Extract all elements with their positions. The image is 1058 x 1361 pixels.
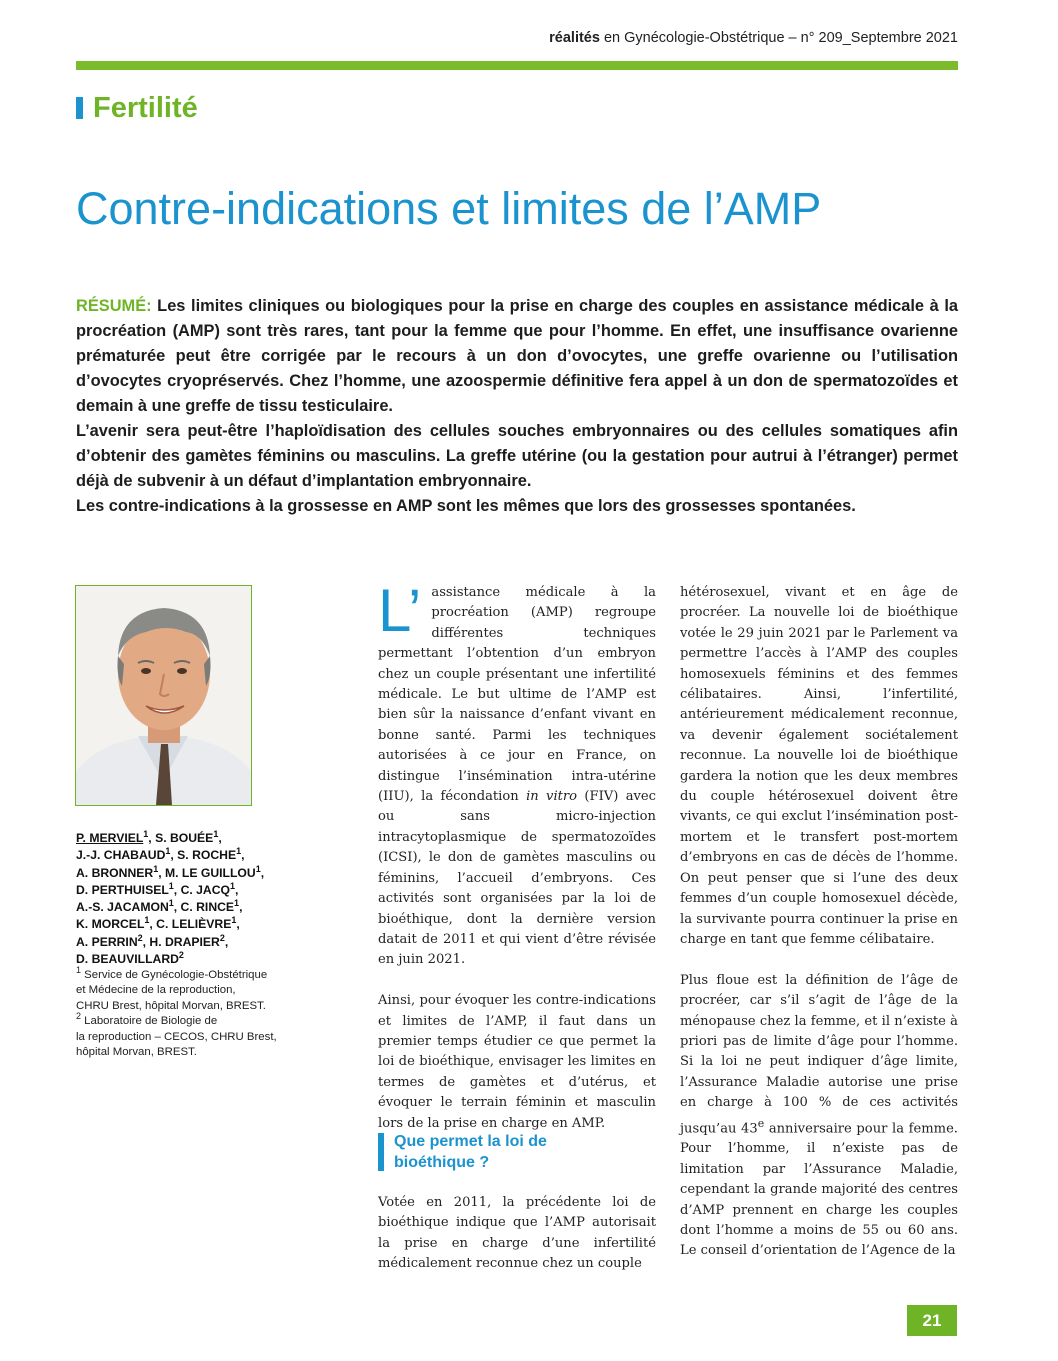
author-line: [76, 830, 316, 847]
affiliation-marker: 1: [168, 898, 174, 909]
affiliation-1-text: Service de Gynécologie-Obstétrique: [81, 969, 268, 981]
article-title: Contre-indications et limites de l’AMP: [76, 183, 822, 234]
affiliation-marker: 2: [219, 932, 225, 943]
page-number: 21: [907, 1305, 957, 1336]
affiliation-marker: 1: [153, 863, 159, 874]
author-list: [76, 830, 316, 968]
body-paragraph-intro: [378, 577, 656, 971]
author-name: J.-J. CHABAUD: [76, 848, 166, 863]
author-name: A. BRONNER: [76, 865, 154, 880]
age-text-b: anniversaire pour la femme. Pour l’homme, il n’existe pas de limitation par l’Assurance Maladie, cependant la grande majorité des centres d’AMP prennent en charge les couples dont l’homme a moins de 55 ou 60 ans. Le conseil d’orientation de l’Agence de la: [680, 1120, 958, 1259]
author-name: A. PERRIN: [76, 934, 138, 949]
portrait-image: [76, 586, 251, 805]
affiliation-marker: 1: [165, 846, 171, 857]
journal-name: réalités: [549, 30, 600, 46]
journal-header: [549, 30, 958, 46]
section-marker: [76, 97, 83, 119]
separator: ,: [224, 934, 229, 949]
affiliation-marker: 1: [230, 880, 236, 891]
abstract-paragraph-1: [76, 294, 958, 419]
author-line: [76, 899, 316, 916]
author-name: , C. JACQ: [173, 882, 231, 897]
abstract-paragraph-3: Les contre-indications à la grossesse en AMP sont les mêmes que lors des grossesses spontanées.: [76, 497, 856, 515]
affiliation-marker: 1: [255, 863, 261, 874]
affiliations: [76, 965, 306, 1060]
affiliation-marker: 1: [231, 915, 237, 926]
affiliation-marker: 1: [236, 846, 242, 857]
author-name: , H. DRAPIER: [142, 934, 220, 949]
separator: ,: [241, 848, 245, 863]
body-paragraph-3: Votée en 2011, la précédente loi de bioéthique indique que l’AMP autorisait la prise en charge d’une infertilité médicalement reconnue chez un couple: [378, 1195, 656, 1272]
body-column-2: [680, 583, 958, 1282]
author-line: [76, 882, 316, 899]
abstract: [76, 294, 958, 519]
author-name: K. MORCEL: [76, 917, 145, 932]
author-line: [76, 847, 316, 864]
abstract-paragraph-2: L’avenir sera peut-être l’haploïdisation des cellules souches embryonnaires ou des cellules somatiques afin d’obtenir des gamètes féminins ou masculins. La greffe utérine (ou la gestation pour autrui à l’étranger) permet déjà de subvenir à un défaut d’implantation embryonnaire.: [76, 422, 958, 490]
affiliation-1-line-1: [76, 965, 306, 983]
separator: ,: [236, 917, 240, 932]
author-line: [76, 934, 316, 951]
issue-info: en Gynécologie-Obstétrique – n° 209_Septembre 2021: [599, 30, 958, 46]
affiliation-1-marker: 1: [76, 965, 82, 976]
affiliation-marker: 1: [234, 898, 240, 909]
body-paragraph-5: [680, 971, 958, 1262]
affiliation-marker: 1: [144, 915, 150, 926]
affiliation-marker: 2: [178, 950, 184, 961]
header-rule: [76, 61, 958, 70]
author-name: , M. LE GUILLOU: [158, 865, 256, 880]
affiliation-1-line-3: CHRU Brest, hôpital Morvan, BREST.: [76, 999, 266, 1012]
author-portrait: [75, 585, 252, 806]
affiliation-2-marker: 2: [76, 1011, 82, 1022]
author-name: , C. LELIÈVRE: [149, 917, 232, 932]
intro-italic: in vitro: [526, 789, 578, 805]
subheading: [378, 1131, 564, 1173]
author-name: , S. BOUÉE: [148, 831, 214, 845]
separator: ,: [260, 865, 265, 880]
affiliation-2-line-3: hôpital Morvan, BREST.: [76, 1046, 197, 1059]
affiliation-1-line-2: et Médecine de la reproduction,: [76, 984, 236, 997]
ordinal-sup: e: [757, 1116, 765, 1130]
section-tag: [76, 92, 198, 124]
affiliation-marker: 1: [143, 828, 149, 839]
body-column-1-continued: [378, 1193, 656, 1295]
affiliation-2-line-1: [76, 1011, 306, 1029]
drop-cap: L’: [378, 577, 422, 644]
body-column-1: [378, 577, 656, 1154]
author-name: , S. ROCHE: [170, 848, 237, 863]
abstract-keyword: RÉSUMÉ:: [76, 297, 152, 315]
body-paragraph-4: hétérosexuel, vivant et en âge de procréer. La nouvelle loi de bioéthique votée le 29 juin 2021 par le Parlement va permettre l’accès à l’AMP des couples homosexuels féminins et des femmes célibataires. Ainsi, l’infertilité, antérieurement médicalement reconnue, va devenir également sociétalement reconnue. La nouvelle loi de bioéthique gardera la notion que les deux membres du couple hétérosexuel doivent être vivants, ce qui exclut l’insémination post-mortem et le transfert post-mortem d’embryons en cas de décès de l’homme. On peut penser que si l’une des deux femmes d’un couple homosexuel décède, la survivante pourra continuer la prise en charge en tant que femme célibataire.: [680, 585, 958, 947]
separator: ,: [235, 882, 239, 897]
affiliation-2-line-2: la reproduction – CECOS, CHRU Brest,: [76, 1030, 277, 1043]
affiliation-marker: 1: [168, 880, 174, 891]
author-name: P. MERVIEL: [76, 831, 144, 845]
author-name: D. PERTHUISEL: [76, 882, 169, 897]
affiliation-marker: 2: [137, 932, 143, 943]
subheading-text: Que permet la loi de bioéthique ?: [394, 1133, 547, 1171]
age-text-a: Plus floue est la définition de l’âge de procréer, car s’il s’agit de l’âge de la ménopause chez la femme, et il n’existe à priori pas de limite d’âge pour l’homme. Si la loi ne peut indiquer d’âge limite, l’Assurance Maladie autorise une prise en charge à 100 % de ces activités jusqu’au 43: [680, 972, 958, 1136]
body-paragraph-2: Ainsi, pour évoquer les contre-indications et limites de l’AMP, il faut dans un premier temps étudier ce que permet la loi de bioéthique, envisager les limites en termes de gamètes et d’utérus, et évoquer le terrain féminin et masculin lors de la prise en charge en AMP.: [378, 993, 656, 1131]
author-line: [76, 865, 316, 882]
intro-text-b: (FIV) avec ou sans micro-injection intracytoplasmique de spermatozoïdes (ICSI), le don de gamètes masculins ou féminins, l’accueil d’embryons. Ces activités sont organisées par la loi de bioéthique, dont la dernière version datait de 2011 et qui vient d’être révisée en juin 2021.: [378, 789, 656, 968]
author-name: D. BEAUVILLARD: [76, 952, 179, 967]
author-line: [76, 916, 316, 933]
section-label: Fertilité: [93, 91, 198, 124]
separator: ,: [239, 900, 243, 915]
intro-text-a: assistance médicale à la procréation (AMP) regroupe différentes techniques permettant l’obtention d’un embryon chez un couple présentant une infertilité médicale. Le but ultime de l’AMP est bien sûr la naissance d’enfant vivant en bonne santé. Parmi les techniques autorisées à ce jour en France, on distingue l’insémination intra-utérine (IIU), la fécondation: [378, 585, 656, 805]
separator: ,: [218, 831, 222, 845]
affiliation-2-text: Laboratoire de Biologie de: [81, 1015, 218, 1028]
abstract-text-1: Les limites cliniques ou biologiques pour la prise en charge des couples en assistance médicale à la procréation (AMP) sont très rares, tant pour la femme que pour l’homme. En effet, une insuffisance ovarienne prématurée peut être corrigée par le recours à un don d’ovocytes, une greffe ovarienne ou l’utilisation d’ovocytes cryopréservés. Chez l’homme, une azoospermie définitive fera appel à un don de spermatozoïdes et demain à une greffe de tissu testiculaire.: [76, 297, 958, 415]
author-name: A.-S. JACAMON: [76, 900, 169, 915]
author-line: [76, 951, 316, 968]
affiliation-marker: 1: [213, 828, 219, 839]
author-name: , C. RINCE: [173, 900, 235, 915]
subheading-marker: [378, 1133, 384, 1171]
